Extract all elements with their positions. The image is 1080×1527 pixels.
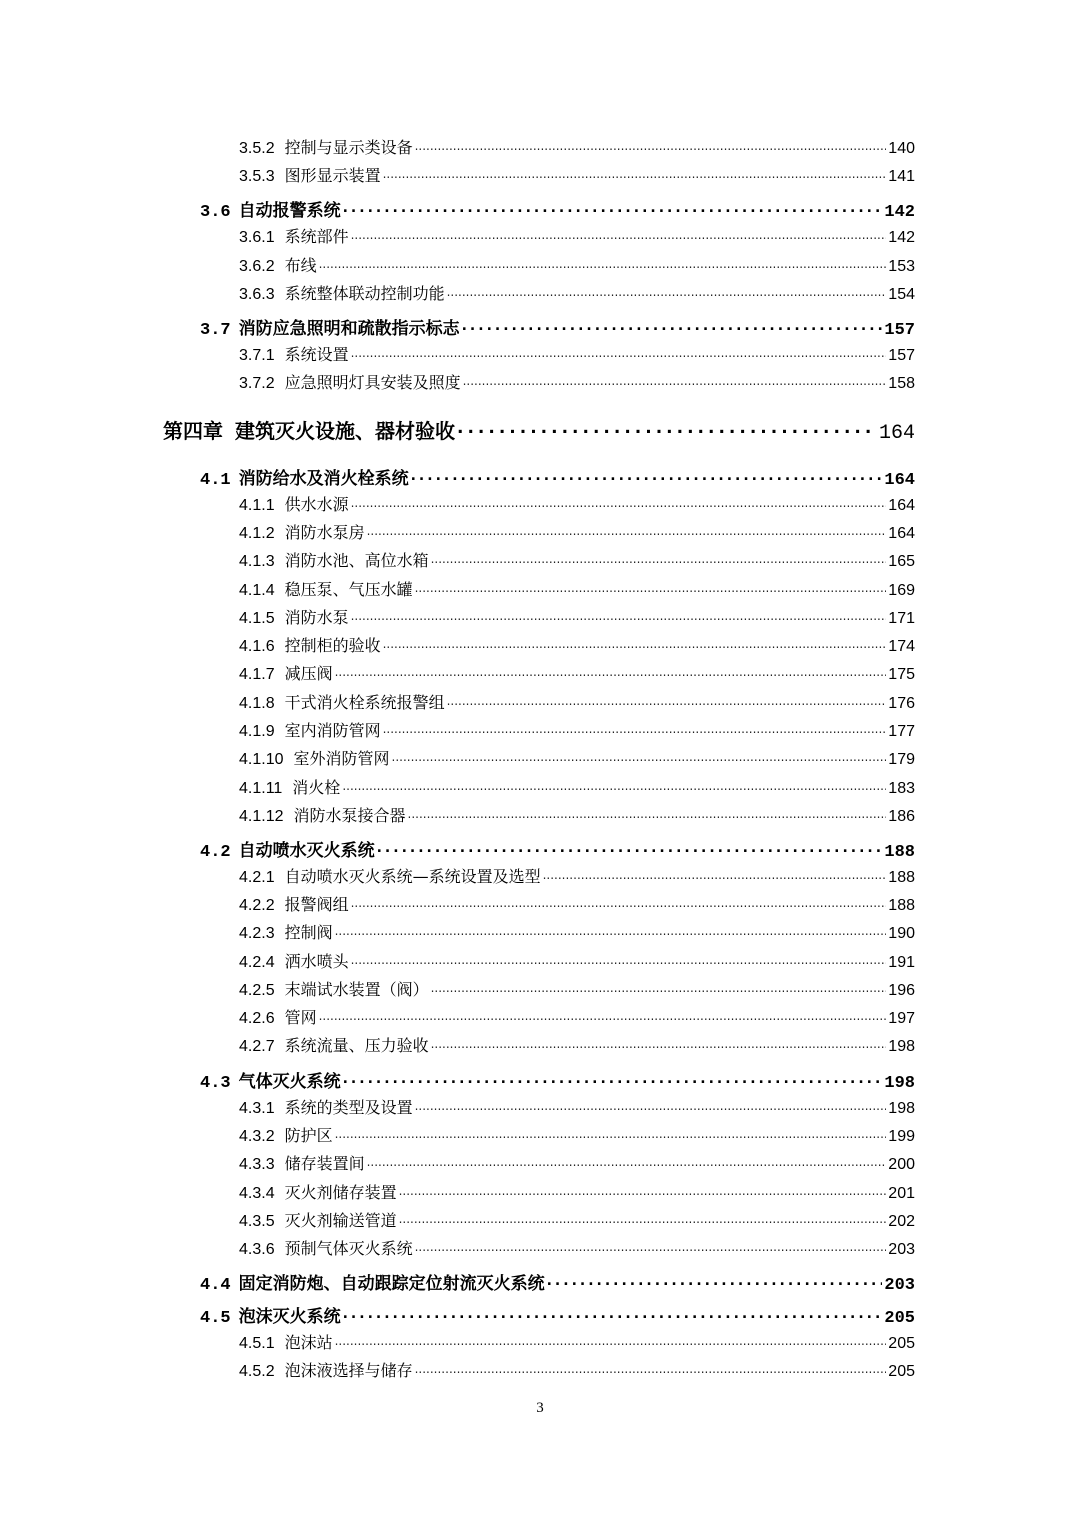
toc-subsection[interactable] bbox=[239, 253, 915, 276]
toc-entry-title: 控制与显示类设备 bbox=[284, 138, 413, 157]
toc-entry-number: 4.1 bbox=[200, 471, 231, 490]
dot-leader bbox=[457, 418, 877, 438]
toc-entry-number: 4.5 bbox=[200, 1309, 231, 1328]
toc-entry-page: 200 bbox=[888, 1156, 915, 1173]
toc-subsection[interactable] bbox=[239, 1330, 915, 1353]
toc-entry-page: 202 bbox=[888, 1213, 915, 1230]
toc-entry-number: 4.1.8 bbox=[239, 695, 275, 712]
dot-leader bbox=[547, 1272, 883, 1289]
toc-entry-number: 4.2.4 bbox=[239, 954, 275, 971]
toc-entry-number: 4.3.6 bbox=[239, 1241, 275, 1258]
toc-entry-page: 158 bbox=[888, 375, 915, 392]
toc-subsection[interactable] bbox=[239, 224, 915, 247]
dot-leader bbox=[399, 1210, 887, 1226]
toc-subsection[interactable] bbox=[239, 370, 915, 393]
toc-entry-page: 188 bbox=[884, 843, 915, 862]
toc-entry-page: 164 bbox=[888, 497, 915, 514]
dot-leader bbox=[399, 1182, 887, 1198]
toc-entry-number: 3.7.1 bbox=[239, 347, 275, 364]
toc-entry-title: 报警阀组 bbox=[284, 895, 349, 914]
toc-subsection[interactable] bbox=[239, 135, 915, 158]
toc-entry-number: 3.7 bbox=[200, 321, 231, 340]
toc-subsection[interactable] bbox=[239, 803, 915, 826]
toc-entry-page: 196 bbox=[888, 982, 915, 999]
toc-entry-title: 室内消防管网 bbox=[284, 721, 381, 740]
toc-entry-title: 消防水泵接合器 bbox=[293, 806, 406, 825]
toc-subsection[interactable] bbox=[239, 520, 915, 543]
toc-entry-number: 4.2.3 bbox=[239, 925, 275, 942]
toc-entry-title: 固定消防炮、自动跟踪定位射流灭火系统 bbox=[238, 1274, 545, 1294]
toc-entry-page: 198 bbox=[888, 1038, 915, 1055]
dot-leader bbox=[383, 720, 887, 736]
toc-entry-page: 169 bbox=[888, 582, 915, 599]
toc-subsection[interactable] bbox=[239, 775, 915, 798]
toc-entry-page: 203 bbox=[888, 1241, 915, 1258]
dot-leader bbox=[335, 1125, 887, 1141]
toc-entry-title: 泡沫液选择与储存 bbox=[284, 1361, 413, 1380]
dot-leader bbox=[431, 550, 887, 566]
toc-entry-page: 154 bbox=[888, 286, 915, 303]
toc-entry-page: 205 bbox=[884, 1309, 915, 1328]
toc-section[interactable] bbox=[200, 836, 915, 862]
toc-entry-title: 建筑灭火设施、器材验收 bbox=[235, 419, 455, 443]
page-number: 3 bbox=[536, 1400, 544, 1416]
toc-entry-title: 自动喷水灭火系统—系统设置及选型 bbox=[284, 867, 541, 886]
toc-subsection[interactable] bbox=[239, 342, 915, 365]
toc-subsection[interactable] bbox=[239, 492, 915, 515]
dot-leader bbox=[367, 1153, 887, 1169]
toc-subsection[interactable] bbox=[239, 892, 915, 915]
toc-entry-title: 储存装置间 bbox=[284, 1154, 365, 1173]
toc-entry-number: 3.6 bbox=[200, 203, 231, 222]
toc-entry-number: 3.6.2 bbox=[239, 258, 275, 275]
toc-subsection[interactable] bbox=[239, 163, 915, 186]
toc-entry-number: 4.1.5 bbox=[239, 610, 275, 627]
toc-entry-page: 188 bbox=[888, 869, 915, 886]
toc-entry-number: 4.1.12 bbox=[239, 808, 284, 825]
toc-entry-page: 198 bbox=[884, 1074, 915, 1093]
toc-entry-number: 4.2.1 bbox=[239, 869, 275, 886]
toc-entry-page: 186 bbox=[888, 808, 915, 825]
toc-subsection[interactable] bbox=[239, 1236, 915, 1259]
toc-entry-number: 4.5.1 bbox=[239, 1335, 275, 1352]
toc-entry-number: 3.7.2 bbox=[239, 375, 275, 392]
dot-leader bbox=[392, 748, 887, 764]
dot-leader bbox=[447, 692, 887, 708]
dot-leader bbox=[415, 1238, 887, 1254]
dot-leader bbox=[351, 226, 887, 242]
toc-entry-title: 干式消火栓系统报警组 bbox=[284, 693, 445, 712]
toc-entry-page: 179 bbox=[888, 751, 915, 768]
toc-entry-number: 3.6.1 bbox=[239, 229, 275, 246]
toc-entry-page: 188 bbox=[888, 897, 915, 914]
toc-entry-page: 205 bbox=[888, 1335, 915, 1352]
dot-leader bbox=[377, 839, 883, 856]
toc-entry-title: 室外消防管网 bbox=[293, 749, 390, 768]
toc-section[interactable] bbox=[200, 1067, 915, 1093]
toc-entry-number: 4.5.2 bbox=[239, 1363, 275, 1380]
toc-entry-number: 4.1.3 bbox=[239, 553, 275, 570]
dot-leader bbox=[463, 372, 887, 388]
toc-subsection[interactable] bbox=[239, 1005, 915, 1028]
toc-entry-number: 4.3.5 bbox=[239, 1213, 275, 1230]
dot-leader bbox=[431, 979, 887, 995]
toc-subsection[interactable] bbox=[239, 690, 915, 713]
toc-entry-title: 系统流量、压力验收 bbox=[284, 1036, 429, 1055]
toc-entry-title: 布线 bbox=[284, 256, 317, 275]
toc-entry-page: 140 bbox=[888, 140, 915, 157]
dot-leader bbox=[351, 607, 887, 623]
toc-entry-page: 164 bbox=[888, 525, 915, 542]
toc-entry-page: 142 bbox=[884, 203, 915, 222]
toc-entry-title: 泡沫灭火系统 bbox=[238, 1307, 341, 1327]
dot-leader bbox=[351, 494, 887, 510]
toc-entry-title: 控制柜的验收 bbox=[284, 636, 381, 655]
toc-chapter[interactable] bbox=[163, 415, 915, 445]
toc-entry-title: 泡沫站 bbox=[284, 1333, 333, 1352]
dot-leader bbox=[431, 1035, 887, 1051]
toc-entry-title: 气体灭火系统 bbox=[238, 1072, 341, 1092]
toc-entry-page: 164 bbox=[884, 471, 915, 490]
toc-subsection[interactable] bbox=[239, 864, 915, 887]
toc-entry-title: 控制阀 bbox=[284, 923, 333, 942]
toc-subsection[interactable] bbox=[239, 746, 915, 769]
toc-entry-page: 183 bbox=[888, 780, 915, 797]
dot-leader bbox=[408, 805, 887, 821]
toc-entry-number: 4.1.6 bbox=[239, 638, 275, 655]
toc-subsection[interactable] bbox=[239, 605, 915, 628]
toc-entry-page: 177 bbox=[888, 723, 915, 740]
dot-leader bbox=[411, 467, 883, 484]
toc-entry-page: 176 bbox=[888, 695, 915, 712]
toc-section[interactable] bbox=[200, 1269, 915, 1295]
toc-entry-number: 4.1.2 bbox=[239, 525, 275, 542]
toc-entry-number: 4.1.9 bbox=[239, 723, 275, 740]
toc-entry-page: 197 bbox=[888, 1010, 915, 1027]
toc-entry-page: 157 bbox=[884, 321, 915, 340]
toc-entry-number: 4.3.2 bbox=[239, 1128, 275, 1145]
toc-entry-title: 系统整体联动控制功能 bbox=[284, 284, 445, 303]
toc-entry-page: 191 bbox=[888, 954, 915, 971]
toc-entry-number: 3.5.3 bbox=[239, 168, 275, 185]
dot-leader bbox=[383, 165, 887, 181]
toc-subsection[interactable] bbox=[239, 633, 915, 656]
toc-entry-title: 消防应急照明和疏散指示标志 bbox=[238, 319, 460, 339]
toc-entry-number: 4.4 bbox=[200, 1276, 231, 1295]
toc-entry-title: 末端试水装置（阀） bbox=[284, 980, 429, 999]
toc-entry-title: 自动喷水灭火系统 bbox=[238, 841, 375, 861]
toc-entry-title: 应急照明灯具安装及照度 bbox=[284, 373, 461, 392]
dot-leader bbox=[383, 635, 887, 651]
dot-leader bbox=[367, 522, 887, 538]
dot-leader bbox=[343, 1070, 883, 1087]
dot-leader bbox=[342, 777, 886, 793]
toc-entry-title: 洒水喷头 bbox=[284, 952, 349, 971]
toc-entry-number: 4.1.1 bbox=[239, 497, 275, 514]
toc-entry-number: 4.1.10 bbox=[239, 751, 284, 768]
toc-entry-number: 4.1.7 bbox=[239, 666, 275, 683]
toc-entry-number: 4.3.1 bbox=[239, 1100, 275, 1117]
toc-entry-number: 4.1.11 bbox=[239, 780, 283, 797]
toc-entry-number: 4.3.4 bbox=[239, 1185, 275, 1202]
toc-subsection[interactable] bbox=[239, 1151, 915, 1174]
dot-leader bbox=[319, 1007, 887, 1023]
toc-subsection[interactable] bbox=[239, 1358, 915, 1381]
dot-leader bbox=[335, 1332, 887, 1348]
toc-entry-number: 4.2.5 bbox=[239, 982, 275, 999]
toc-entry-title: 管网 bbox=[284, 1008, 317, 1027]
dot-leader bbox=[447, 283, 887, 299]
toc-entry-title: 系统部件 bbox=[284, 227, 349, 246]
toc-entry-title: 消火栓 bbox=[292, 778, 341, 797]
toc-entry-page: 199 bbox=[888, 1128, 915, 1145]
toc-entry-page: 198 bbox=[888, 1100, 915, 1117]
toc-entry-number: 4.2.6 bbox=[239, 1010, 275, 1027]
toc-entry-title: 防护区 bbox=[284, 1126, 333, 1145]
toc-subsection[interactable] bbox=[239, 718, 915, 741]
toc-entry-page: 205 bbox=[888, 1363, 915, 1380]
toc-entry-page: 203 bbox=[884, 1276, 915, 1295]
toc-entry-number: 4.1.4 bbox=[239, 582, 275, 599]
dot-leader bbox=[351, 344, 887, 360]
toc-subsection[interactable] bbox=[239, 548, 915, 571]
toc-section[interactable] bbox=[200, 464, 915, 490]
dot-leader bbox=[319, 255, 887, 271]
toc-entry-number: 4.3 bbox=[200, 1074, 231, 1093]
dot-leader bbox=[335, 663, 887, 679]
toc-entry-page: 165 bbox=[888, 553, 915, 570]
toc-entry-page: 157 bbox=[888, 347, 915, 364]
toc-subsection[interactable] bbox=[239, 977, 915, 1000]
toc-subsection[interactable] bbox=[239, 1095, 915, 1118]
toc-subsection[interactable] bbox=[239, 1180, 915, 1203]
toc-entry-title: 系统的类型及设置 bbox=[284, 1098, 413, 1117]
toc-entry-title: 减压阀 bbox=[284, 664, 333, 683]
toc-entry-number: 3.5.2 bbox=[239, 140, 275, 157]
toc-section[interactable] bbox=[200, 1302, 915, 1328]
toc-subsection[interactable] bbox=[239, 661, 915, 684]
toc-entry-title: 系统设置 bbox=[284, 345, 349, 364]
toc-entry-title: 灭火剂输送管道 bbox=[284, 1211, 397, 1230]
toc-entry-title: 消防给水及消火栓系统 bbox=[238, 469, 409, 489]
toc-entry-number: 第四章 bbox=[163, 419, 223, 443]
toc-entry-number: 4.2.7 bbox=[239, 1038, 275, 1055]
dot-leader bbox=[351, 951, 887, 967]
toc-section[interactable] bbox=[200, 196, 915, 222]
toc-section[interactable] bbox=[200, 314, 915, 340]
toc-entry-page: 174 bbox=[888, 638, 915, 655]
toc-subsection[interactable] bbox=[239, 920, 915, 943]
toc-entry-title: 消防水泵 bbox=[284, 608, 349, 627]
toc-subsection[interactable] bbox=[239, 1123, 915, 1146]
toc-entry-number: 3.6.3 bbox=[239, 286, 275, 303]
toc-entry-title: 灭火剂储存装置 bbox=[284, 1183, 397, 1202]
toc-entry-title: 消防水泵房 bbox=[284, 523, 365, 542]
toc-subsection[interactable] bbox=[239, 281, 915, 304]
dot-leader bbox=[415, 579, 887, 595]
toc-entry-page: 175 bbox=[888, 666, 915, 683]
toc-entry-title: 图形显示装置 bbox=[284, 166, 381, 185]
dot-leader bbox=[415, 1097, 887, 1113]
dot-leader bbox=[462, 317, 883, 334]
toc-entry-number: 4.3.3 bbox=[239, 1156, 275, 1173]
toc-entry-page: 201 bbox=[888, 1185, 915, 1202]
dot-leader bbox=[343, 199, 883, 216]
toc-entry-title: 消防水池、高位水箱 bbox=[284, 551, 429, 570]
toc-entry-page: 141 bbox=[888, 168, 915, 185]
toc-entry-number: 4.2.2 bbox=[239, 897, 275, 914]
toc-entry-title: 供水水源 bbox=[284, 495, 349, 514]
toc-entry-page: 190 bbox=[888, 925, 915, 942]
toc-entry-title: 预制气体灭火系统 bbox=[284, 1239, 413, 1258]
toc-subsection[interactable] bbox=[239, 949, 915, 972]
toc-subsection[interactable] bbox=[239, 577, 915, 600]
toc-entry-number: 4.2 bbox=[200, 843, 231, 862]
toc-subsection[interactable] bbox=[239, 1033, 915, 1056]
toc-entry-title: 稳压泵、气压水罐 bbox=[284, 580, 413, 599]
toc-entry-page: 142 bbox=[888, 229, 915, 246]
dot-leader bbox=[343, 1305, 883, 1322]
dot-leader bbox=[335, 922, 887, 938]
toc-entry-page: 164 bbox=[878, 422, 915, 445]
toc-subsection[interactable] bbox=[239, 1208, 915, 1231]
dot-leader bbox=[543, 866, 887, 882]
toc-entry-title: 自动报警系统 bbox=[238, 201, 341, 221]
toc-entry-page: 153 bbox=[888, 258, 915, 275]
dot-leader bbox=[351, 894, 887, 910]
dot-leader bbox=[415, 1360, 887, 1376]
dot-leader bbox=[415, 137, 887, 153]
toc-entry-page: 171 bbox=[888, 610, 915, 627]
